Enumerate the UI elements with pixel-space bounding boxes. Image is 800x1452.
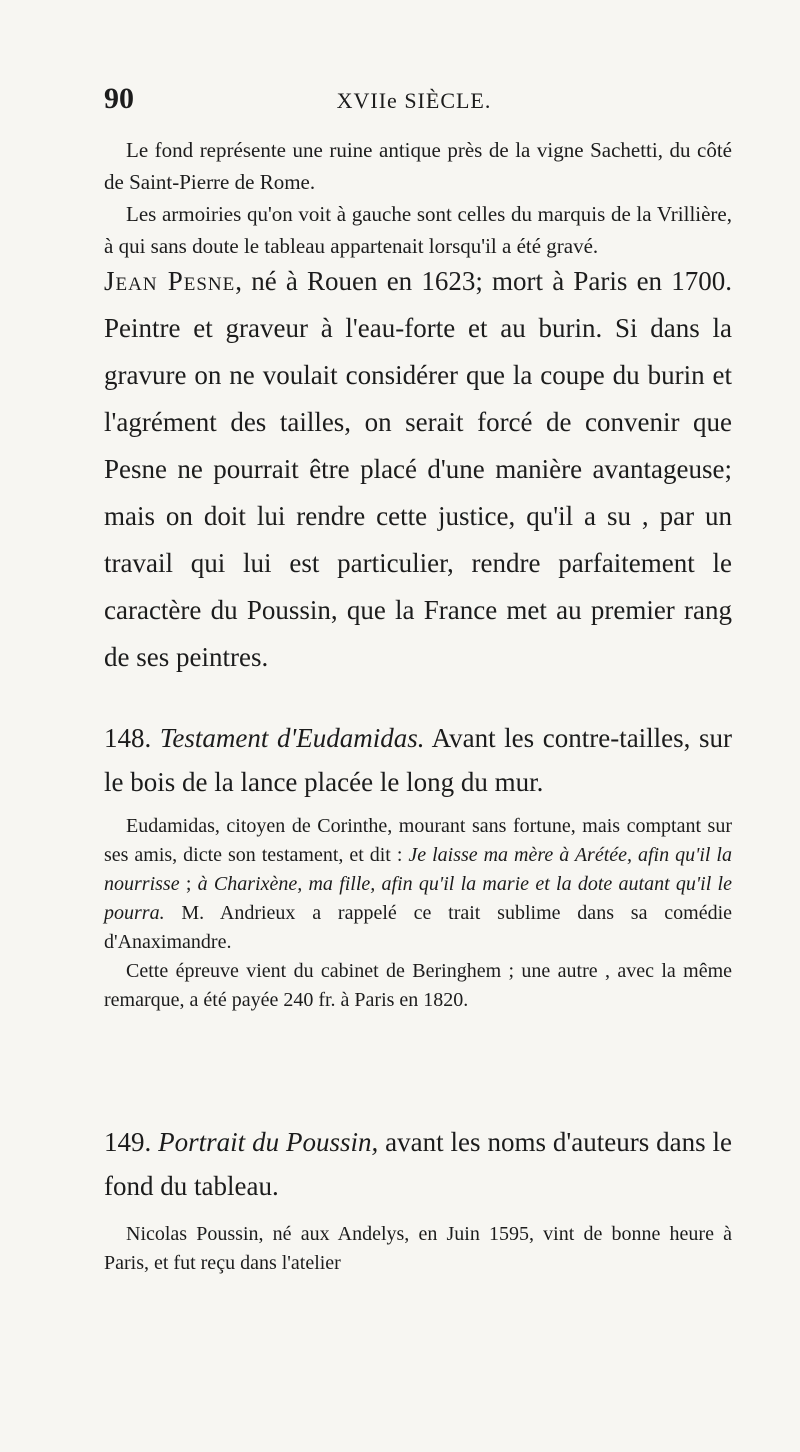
item-149-description: Nicolas Poussin, né aux Andelys, en Juin 1595, vint de bonne heure à Paris, et fut reçu dans l'atelier	[104, 1223, 732, 1274]
intro-note-paragraph-1: Le fond représente une ruine antique près de la vigne Sachetti, du côté de Saint-Pierre de Rome.	[104, 138, 732, 194]
item-149-title: Portrait du Poussin,	[158, 1127, 379, 1157]
item-149-state: avant les noms d'auteurs dans le fond du tableau.	[104, 1127, 733, 1201]
catalogue-item-148	[104, 716, 732, 1015]
intro-note	[104, 134, 732, 262]
item-148-heading	[104, 716, 732, 804]
item-148-desc-part-3: M. Andrieux a rappelé ce trait sublime dans sa comédie d'Anaximandre.	[104, 902, 732, 953]
artist-name: Jean Pesne	[104, 266, 236, 296]
item-148-provenance-note: Cette épreuve vient du cabinet de Beringhem ; une autre , avec la même remarque, a été payée 240 fr. à Paris en 1820.	[104, 960, 732, 1011]
running-head	[104, 82, 724, 122]
pesne-biography	[104, 258, 732, 681]
item-148-title: Testament d'Eudamidas.	[159, 723, 425, 753]
item-148-desc-part-1: Eudamidas, citoyen de Corinthe, mourant sans fortune, mais comptant sur ses amis, dicte son testament, et dit :	[104, 815, 732, 866]
artist-biography-text: , né à Rouen en 1623; mort à Paris en 1700. Peintre et graveur à l'eau-forte et au burin. Si dans la gravure on ne voulait considérer que la coupe du burin et l'agrément des tailles, on serait forcé de convenir que Pesne ne pourrait être placé d'une manière avantageuse; mais on doit lui rendre cette justice, qu'il a su , par un travail qui lui est particulier, rendre parfaitement le caractère du Poussin, que la France met au premier rang de ses peintres.	[104, 266, 732, 672]
page-number: 90	[104, 82, 134, 115]
item-148-number: 148.	[104, 723, 152, 753]
item-148-desc-part-2: ;	[179, 873, 198, 895]
item-148-state: Avant les contre-tailles, sur le bois de la lance placée le long du mur.	[104, 723, 733, 797]
item-148-quote-2: à Charixène, ma fille, afin qu'il la marie et la dote autant qu'il le pourra.	[104, 873, 732, 924]
catalogue-item-149	[104, 1120, 732, 1278]
item-149-heading	[104, 1120, 732, 1208]
item-148-quote-1: Je laisse ma mère à Arétée, afin qu'il la nourrisse	[104, 844, 732, 895]
pesne-entry	[104, 258, 732, 681]
item-149-number: 149.	[104, 1127, 152, 1157]
intro-note-paragraph-2: Les armoiries qu'on voit à gauche sont celles du marquis de la Vrillière, à qui sans doute le tableau appartenait lorsqu'il a été gravé.	[104, 202, 732, 258]
item-148-description	[104, 812, 732, 957]
running-title: XVIIe SIÈCLE.	[336, 88, 492, 113]
